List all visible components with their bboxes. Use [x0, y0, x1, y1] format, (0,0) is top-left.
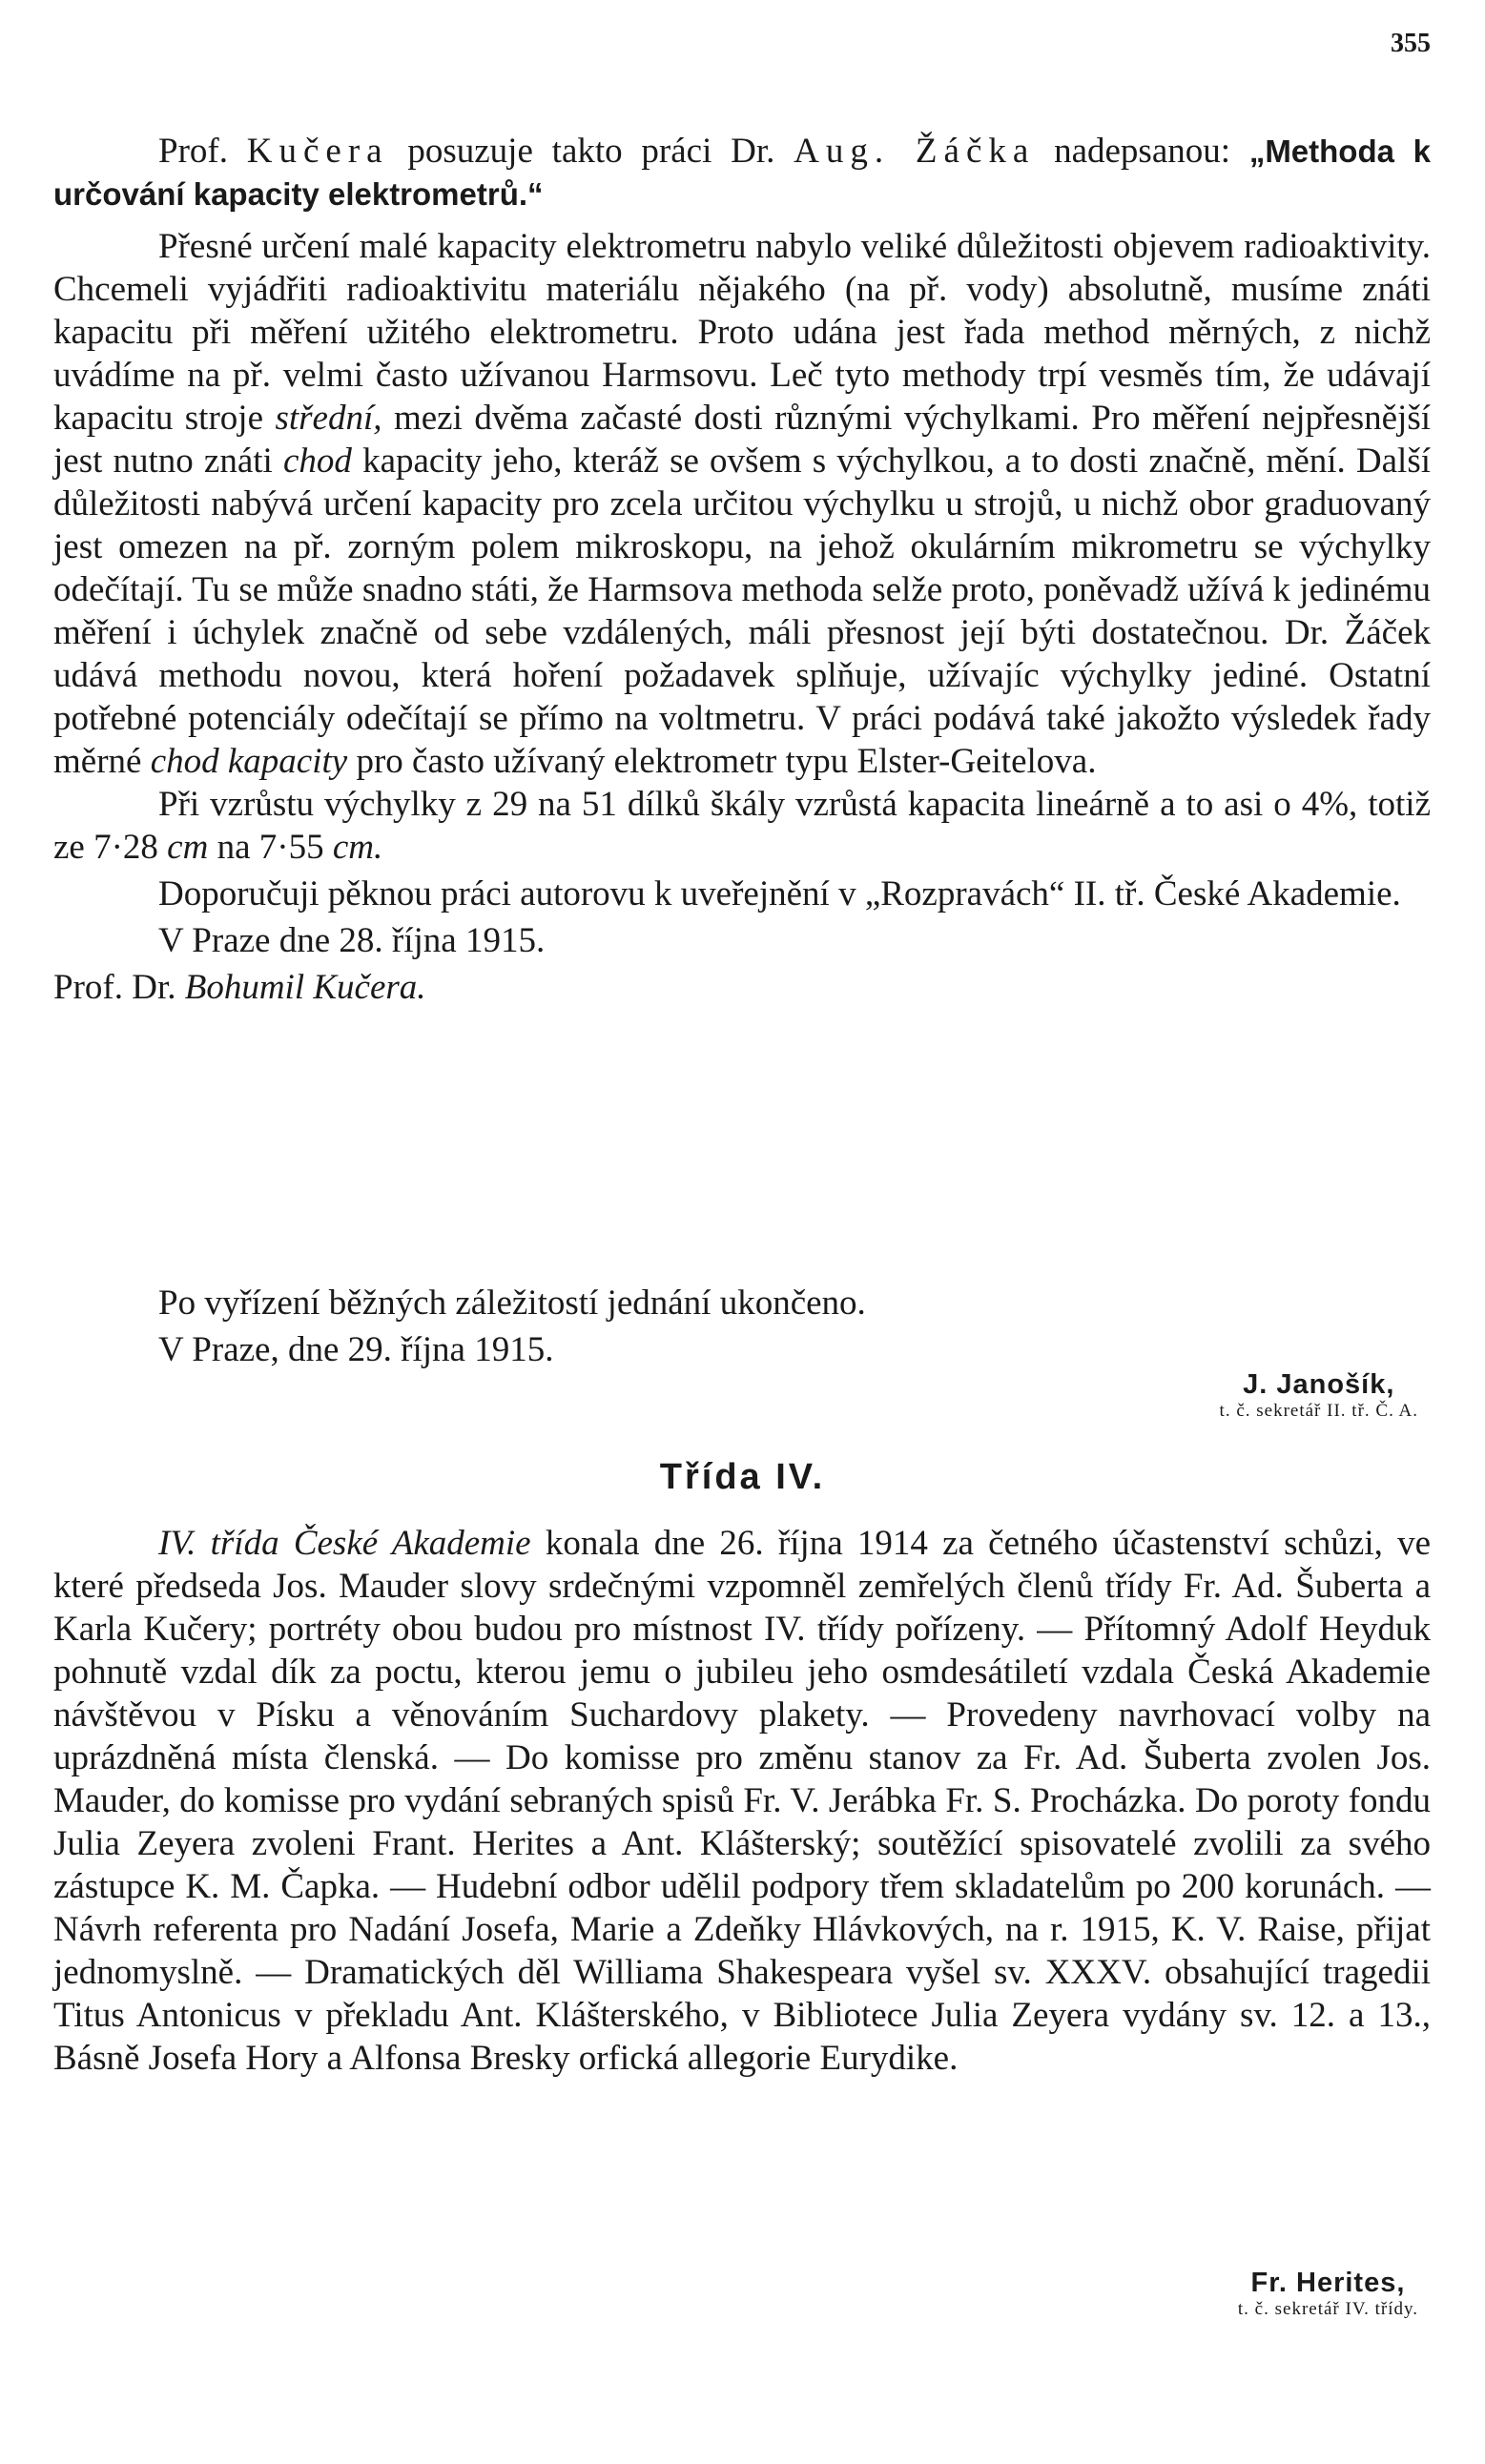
body-part-2: mezi dvěma začasté dosti různými výchylkami. Pro měření nejpřesnější jest nutno znáti: [53, 399, 1432, 481]
closing-note: Po vyřízení běžných záležitostí jednání ukončeno.: [158, 1283, 866, 1323]
work-title: „Methoda k určování kapacity elektrometrů.“: [53, 133, 1432, 212]
word-chod-kapacity: chod kapacity: [150, 742, 348, 781]
janosik-name: J. Janošík,: [1243, 1369, 1395, 1400]
recommendation: Doporučuji pěknou práci autorovu k uveřejnění v „Rozpravách“ II. tř. České Akademie.: [158, 874, 1401, 914]
reviewer-name: Kučera: [246, 132, 389, 171]
word-chod: chod: [282, 441, 352, 481]
author-name: Aug. Žáčka: [794, 132, 1036, 171]
section-heading-class-iv: Třída IV.: [659, 1457, 826, 1497]
janosik-signature: [1220, 1369, 1418, 1422]
capacity-text-a: Při vzrůstu výchylky z 29 na 51 dílků škály vzrůstá kapacita lineárně a to asi o 4%, totiž ze 7·28: [53, 785, 1431, 867]
review-signature: [53, 966, 1431, 1009]
body-part-1: Přesné určení malé kapacity elektrometru nabylo veliké důležitosti objevem radioaktivity. Chcemeli vyjádřiti radioaktivitu materiálu nějakého (na př. vody) absolutně, musíme znáti kapacitu při měření užitého elektrometru. Proto udána jest řada method měrných, z nichž uvádíme na př. velmi často užívanou Harmsovu. Leč tyto methody trpí vesměs tím, že udávají kapacitu stroje: [53, 227, 1431, 438]
capacity-paragraph: [53, 783, 1431, 869]
herites-role: t. č. sekretář IV. třídy.: [1237, 2299, 1418, 2319]
signature-name: Bohumil Kučera.: [184, 968, 426, 1007]
intro-tail: nadepsanou:: [1054, 132, 1231, 171]
class-iv-text: konala dne 26. října 1914 za četného účastenství schůzi, ve které předseda Jos. Mauder slovy srdečnými vzpomněl zemřelých členů třídy Fr. Ad. Šuberta a Karla Kučery; portréty obou budou pro místnost IV. třídy pořízeny. — Přítomný Adolf Heyduk pohnutě vzdal dík za poctu, kterou jemu o jubileu jeho osmdesátiletí vzdala Česká Akademie návštěvou v Písku a věnováním Suchardovy plakety. — Provedeny navrhovací volby na uprázdněná místa členská. — Do komisse pro změnu stanov za Fr. Ad. Šuberta zvolen Jos. Mauder, do komisse pro vydání sebraných spisů Fr. V. Jerábka Fr. S. Procházka. Do poroty fondu Julia Zeyera zvoleni Frant. Herites a Ant. Klášterský; soutěžící spisovatelé zvolili za svého zástupce K. M. Čapka. — Hudební odbor udělil podpory třem skladatelům po 200 korunách. — Návrh referenta pro Nadání Josefa, Marie a Zdeňky Hlávkových, na r. 1915, K. V. Raise, přijat jednomyslně. — Dramatických děl Williama Shakespeara vyšel sv. XXXV. obsahující tragedii Titus Antonicus v překladu Ant. Klášterského, v Bibliotece Julia Zeyera vydány sv. 12. a 13., Básně Josefa Hory a Alfonsa Bresky orfická allegorie Eurydike.: [53, 1524, 1432, 2078]
capacity-text-b: na 7·55: [217, 828, 324, 867]
herites-name: Fr. Herites,: [1250, 2268, 1406, 2298]
body-part-4: pro často užívaný elektrometr typu Elster-Geitelova.: [356, 742, 1097, 781]
review-body: [53, 225, 1431, 783]
body-part-3: kapacity jeho, kteráž se ovšem s výchylkou, a to dosti značně, mění. Další důležitosti nabývá určení kapacity pro zcela určitou výchylku u strojů, u nichž obor graduovaný jest omezen na př. zorným polem mikroskopu, na jehož okulárním mikrometru se výchylky odečítají. Tu se může snadno státi, že Harmsova methoda selže proto, poněvadž užívá k jedinému měření i úchylek značně od sebe vzdálených, máli přesnost její býti dostatečnou. Dr. Žáček udává methodu novou, která hoření požadavek splňuje, užívajíc výchylky jediné. Ostatní potřebné potenciály odečítají se přímo na voltmetru. V práci podává také jakožto výsledek řady měrné: [53, 441, 1432, 781]
janosik-role: t. č. sekretář II. tř. Č. A.: [1219, 1401, 1418, 1421]
unit-cm-1: cm: [167, 828, 209, 867]
closing-section: [53, 1282, 1431, 1371]
unit-cm-2: cm.: [332, 828, 383, 867]
review-section: [53, 130, 1431, 1009]
intro-lead: Prof.: [158, 132, 228, 171]
closing-date: V Praze, dne 29. října 1915.: [158, 1330, 554, 1369]
review-intro: [53, 130, 1431, 216]
signature-prefix: Prof. Dr.: [53, 968, 176, 1007]
intro-mid: posuzuje takto práci Dr.: [407, 132, 775, 171]
herites-signature: [1238, 2268, 1418, 2320]
class-iv-lead: IV. třída České Akademie: [158, 1524, 531, 1563]
class-iv-paragraph: [53, 1522, 1431, 2080]
review-date: V Praze dne 28. října 1915.: [158, 921, 546, 960]
page-number: 355: [1391, 29, 1431, 58]
class-iv-section: [53, 1522, 1431, 2080]
word-stredni: střední,: [275, 399, 382, 438]
